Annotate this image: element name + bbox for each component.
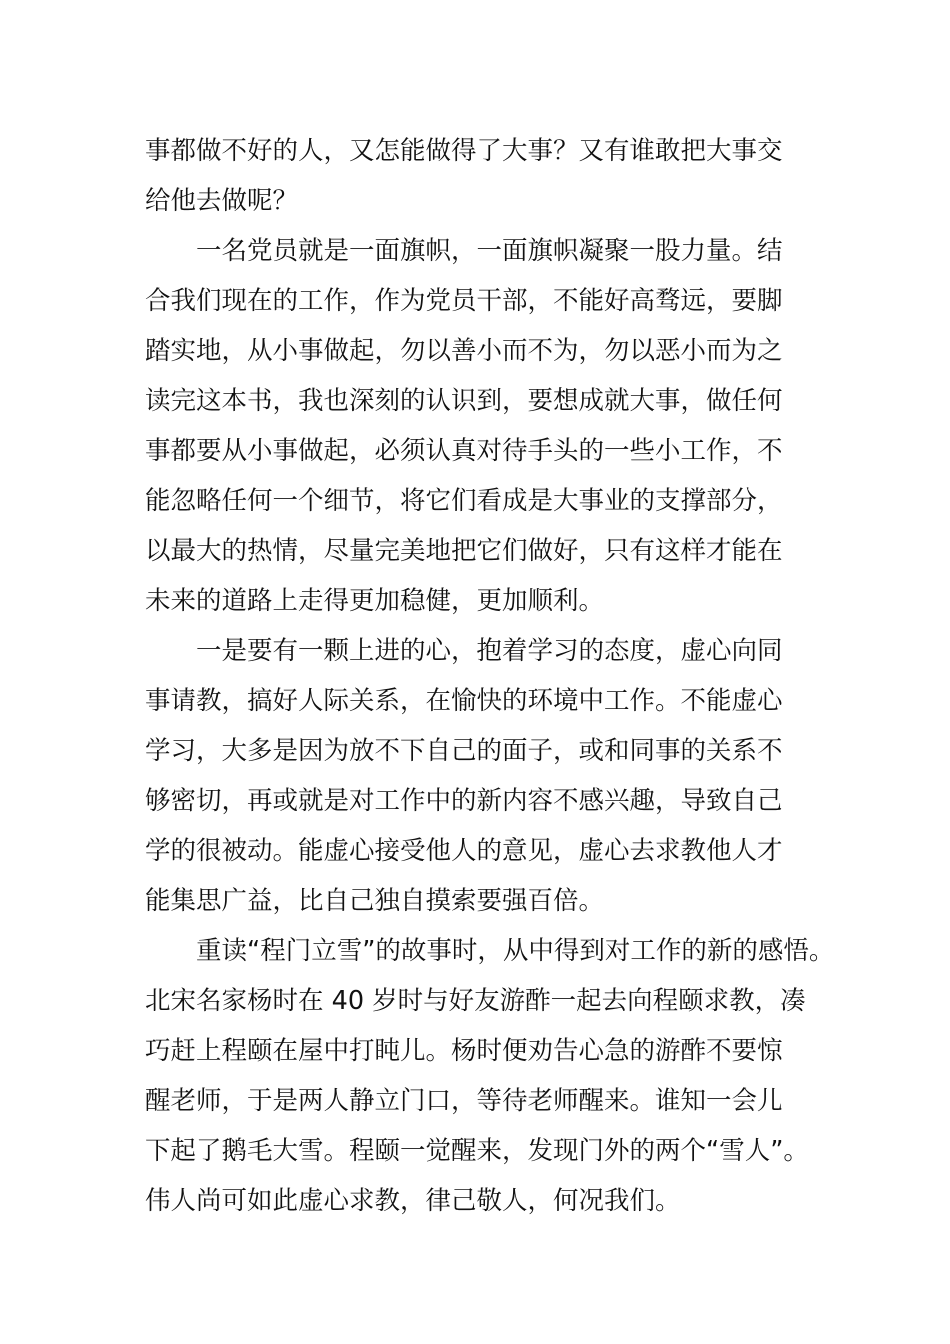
text-line: 给他去做呢？ (145, 186, 299, 216)
text-line: 事都要从小事做起，必须认真对待手头的一些小工作，不 (145, 436, 783, 466)
text-line: 踏实地，从小事做起，勿以善小而不为，勿以恶小而为之 (145, 336, 783, 366)
text-line: 醒老师，于是两人静立门口，等待老师醒来。谁知一会儿 (145, 1086, 783, 1116)
text-line: 重读“程门立雪”的故事时，从中得到对工作的新的感悟。 (196, 936, 835, 966)
text-line: 北宋名家杨时在 40 岁时与好友游酢一起去向程颐求教，凑 (145, 986, 806, 1016)
text-line: 事请教，搞好人际关系，在愉快的环境中工作。不能虚心 (145, 686, 783, 716)
body-text (145, 126, 835, 1226)
text-line: 未来的道路上走得更加稳健，更加顺利。 (145, 586, 605, 616)
text-line: 够密切，再或就是对工作中的新内容不感兴趣，导致自己 (145, 786, 783, 816)
text-line: 能忽略任何一个细节，将它们看成是大事业的支撑部分， (145, 486, 783, 516)
text-line: 读完这本书，我也深刻的认识到，要想成就大事，做任何 (145, 386, 783, 416)
text-line: 巧赶上程颐在屋中打盹儿。杨时便劝告心急的游酢不要惊 (145, 1036, 783, 1066)
text-line: 学的很被动。能虚心接受他人的意见，虚心去求教他人才 (145, 836, 783, 866)
text-line: 下起了鹅毛大雪。程颐一觉醒来，发现门外的两个“雪人”。 (145, 1136, 809, 1166)
text-line: 以最大的热情，尽量完美地把它们做好，只有这样才能在 (145, 536, 783, 566)
text-line: 伟人尚可如此虚心求教，律己敬人，何况我们。 (145, 1186, 681, 1216)
text-line: 合我们现在的工作，作为党员干部，不能好高骛远，要脚 (145, 286, 783, 316)
text-line: 一名党员就是一面旗帜，一面旗帜凝聚一股力量。结 (196, 236, 783, 266)
text-line: 能集思广益，比自己独自摸索要强百倍。 (145, 886, 605, 916)
text-line: 事都做不好的人，又怎能做得了大事？又有谁敢把大事交 (145, 136, 783, 166)
text-line: 学习，大多是因为放不下自己的面子，或和同事的关系不 (145, 736, 783, 766)
text-line: 一是要有一颗上进的心，抱着学习的态度，虚心向同 (196, 636, 783, 666)
